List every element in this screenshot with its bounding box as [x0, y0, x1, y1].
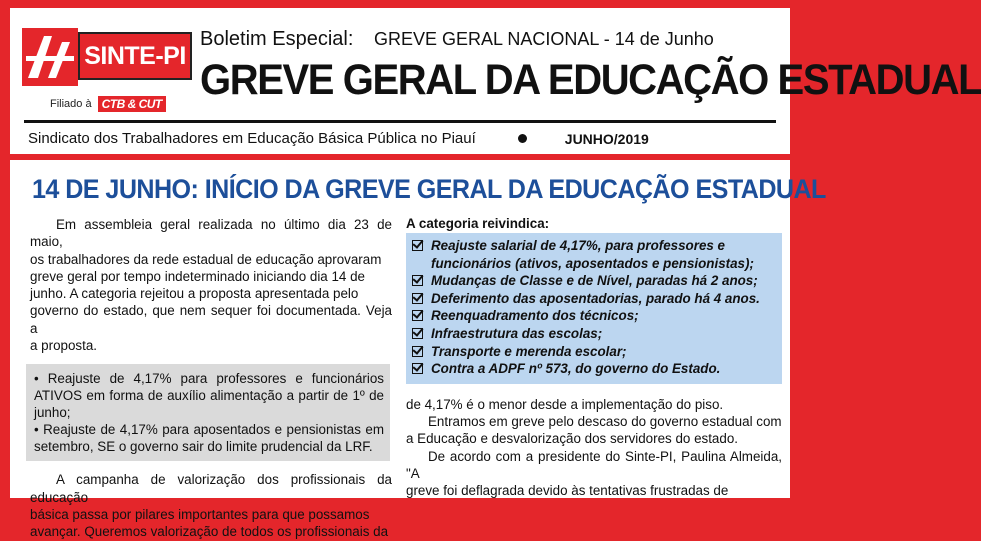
demand-item [412, 307, 774, 325]
bullet-separator [518, 134, 527, 143]
intro-line: Em assembleia geral realizada no último dia 23 de maio, [30, 217, 392, 250]
header-info-bar [28, 130, 778, 147]
campaign-line: A campanha de valorização dos profissionais da educação [30, 472, 392, 505]
demands-box [406, 233, 782, 384]
sinte-pi-logo [22, 28, 190, 90]
intro-line: governo do estado, que nem sequer foi documentada. Veja a [30, 303, 392, 336]
checkbox-icon [412, 310, 423, 321]
demand-text: Infraestrutura das escolas; [431, 325, 603, 341]
proposal-item: • Reajuste de 4,17% para professores e funcionários ATIVOS em forma de auxílio alimentação a partir de 1º de junho; [34, 371, 384, 421]
demand-text: Reenquadramento dos técnicos; [431, 308, 639, 324]
bulletin-subtitle: GREVE GERAL NACIONAL - 14 de Junho [374, 29, 714, 49]
article-area [10, 160, 826, 540]
demand-text: Contra a ADPF nº 573, do governo do Estado. [431, 361, 721, 377]
campaign-paragraph [30, 471, 392, 540]
intro-line: os trabalhadores da rede estadual de educação aprovaram [30, 251, 382, 267]
bulletin-title: GREVE GERAL DA EDUCAÇÃO ESTADUAL [200, 56, 981, 104]
checkbox-icon [412, 293, 423, 304]
checkbox-icon [412, 328, 423, 339]
right-line: a Educação e desvalorização dos servidores do estado. [406, 431, 738, 447]
campaign-line: avançar. Queremos valorização de todos os profissionais da [30, 524, 389, 540]
right-line: Entramos em greve pelo descaso do governo estadual com [428, 414, 782, 430]
proposal-item: • Reajuste de 4,17% para aposentados e pensionistas em setembro, SE o governo sair do limite prudencial da LRF. [34, 422, 384, 455]
campaign-line: básica passa por pilares importantes para que possamos [30, 506, 370, 522]
header-divider [24, 120, 776, 123]
demand-item [412, 343, 774, 361]
demands-title: A categoria reivindica: [406, 216, 550, 231]
intro-line: junho. A categoria rejeitou a proposta apresentada pelo [30, 286, 359, 302]
affiliation [50, 96, 166, 112]
right-paragraphs [406, 396, 782, 500]
intro-line: greve geral por tempo indeterminado iniciando dia 14 de [30, 268, 365, 284]
right-line: greve foi deflagrada devido às tentativas frustradas de [406, 483, 729, 499]
union-full-name: Sindicato dos Trabalhadores em Educação Básica Pública no Piauí [28, 130, 476, 147]
right-column [406, 216, 782, 500]
affiliation-label: Filiado à [50, 98, 92, 110]
checkbox-icon [412, 346, 423, 357]
demand-item [412, 237, 774, 272]
demand-text: Transporte e merenda escolar; [431, 343, 627, 359]
right-line: de 4,17% é o menor desde a implementação do piso. [406, 396, 724, 412]
intro-paragraph [30, 216, 392, 354]
demand-item [412, 290, 774, 308]
demand-text: Deferimento das aposentadorias, parado há 4 anos. [431, 290, 760, 306]
demand-item [412, 272, 774, 290]
bulletin-label: Boletim Especial: [200, 28, 354, 50]
newsletter-header [10, 8, 981, 154]
demand-text: Reajuste salarial de 4,17%, para professores e funcionários (ativos, aposentados e pensionistas); [431, 238, 754, 271]
demand-item [412, 325, 774, 343]
article-headline: 14 DE JUNHO: INÍCIO DA GREVE GERAL DA EDUCAÇÃO ESTADUAL [32, 174, 826, 204]
demand-item [412, 360, 774, 378]
ctb-cut-logo: CTB & CUT [98, 96, 166, 112]
government-proposal-box [26, 364, 390, 461]
logo-name: SINTE-PI [78, 32, 192, 80]
right-line: De acordo com a presidente do Sinte-PI, Paulina Almeida, "A [406, 448, 782, 481]
issue-date: JUNHO/2019 [564, 130, 649, 147]
demand-text: Mudanças de Classe e de Nível, paradas há 2 anos; [431, 273, 758, 289]
checkbox-icon [412, 275, 423, 286]
checkbox-icon [412, 240, 423, 251]
union-logo-icon [22, 28, 78, 86]
checkbox-icon [412, 363, 423, 374]
intro-line: a proposta. [30, 338, 97, 354]
left-column [30, 216, 392, 541]
